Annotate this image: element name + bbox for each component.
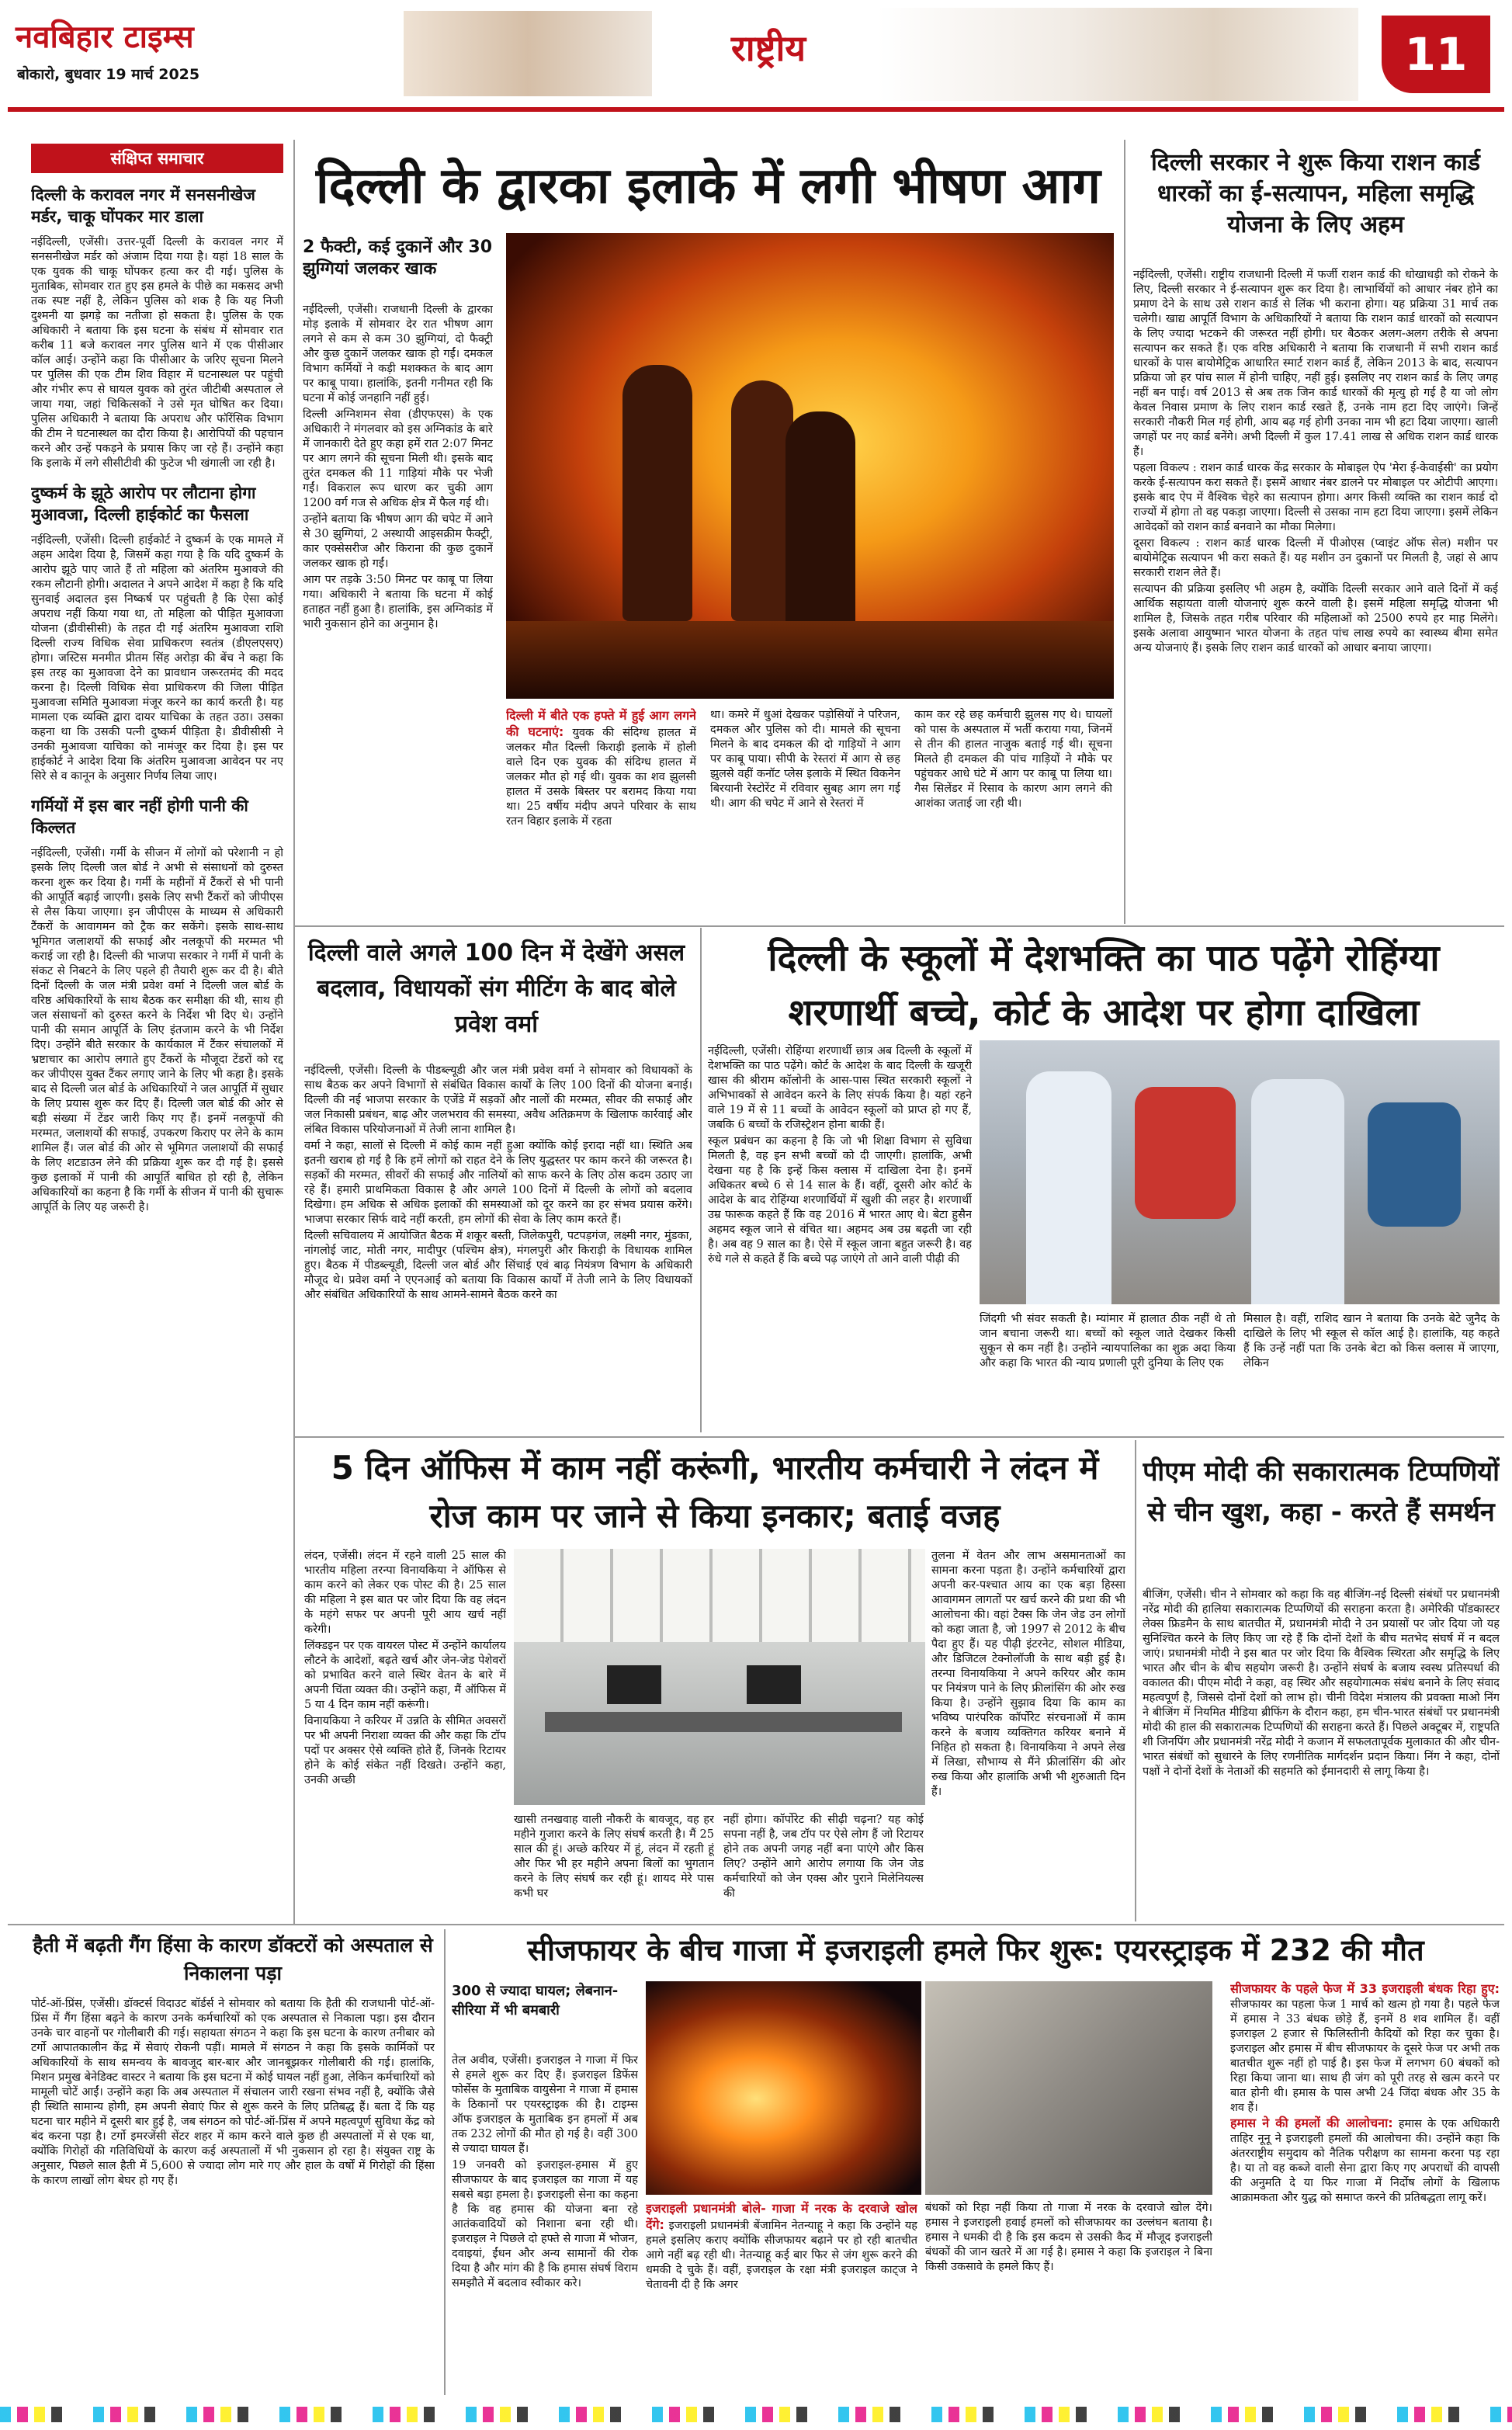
divider [1124,140,1125,924]
rohingya-headline: दिल्ली के स्कूलों में देशभक्ति का पाठ पढ़ेंगे रोहिंग्या शरणार्थी बच्चे, कोर्ट के आदेश पर होगा दाखिला [768,937,1440,1034]
fire-col3: था। कमरे में धुआं देखकर पड़ोसियों ने परिजन, दमकल और पुलिस को दी। मामले की सूचना मिलने के बाद दमकल की दो गाड़ियों ने आग पर काबू पाया। सीपी के रेस्तरां में आग से छह झुलसे वहीं कनॉट प्लेस इलाके में स्थित विकनेन बिरयानी रेस्टोरेंट में रविवार सुबह आग लग गई थी। आग की चपेट में आने से रेस्तरां में [710,709,900,810]
fire-caption [506,708,696,910]
firefighter-silhouette [622,365,692,621]
paragraph: तेल अवीव, एजेंसी। इजराइल ने गाजा में फिर से हमले शुरू कर दिए हैं। इजराइल डिफेंस फोर्सेस के मुताबिक वायुसेना ने गाजा में हमास के ठिकानों पर एयरस्ट्राइक की है। टाइम्स ऑफ इजराइल के मुताबिक इन हमलों में अब तक 232 लोगों की मौत हो गई है। वहीं 300 से ज्यादा घायल हैं। [452,2054,638,2155]
fire-photo [506,233,1114,699]
schoolbag [1368,1102,1461,1227]
brief-column [31,144,283,1914]
gaza-caption [646,2201,917,2395]
london-col1 [304,1549,506,1914]
paragraph: नईदिल्ली, एजेंसी। राष्ट्रीय राजधानी दिल्ली में फर्जी राशन कार्ड की धोखाधड़ी को रोकने के लिए, दिल्ली सरकार ने ई-सत्यापन शुरू कर दिया है। लाभार्थियों को आधार नंबर होने का प्रमाण देने के साथ उसे राशन कार्ड से लिंक भी कराना होगा। यह प्रक्रिया 31 मार्च तक चलेगी। खाद्य आपूर्ति विभाग के अधिकारियों ने बताया कि राशन कार्ड धारकों को सत्यापन के लिए ज्यादा भटकने की जरूरत नहीं होगी। घर बैठकर अलग-अलग तरीके से अपना सत्यापन कर सकते हैं। एक वरिष्ठ अधिकारी ने बताया कि राजधानी में सभी राशन कार्ड धारकों के पास बायोमेट्रिक आधारित स्मार्ट राशन कार्ड हैं, लेकिन 2013 के बाद, सत्यापन प्रक्रिया जो हर पांच साल में होनी चाहिए, नहीं हुई। इसलिए नए राशन कार्ड के लिए जगह नहीं बन पाई। वर्ष 2013 से अब तक जिन कार्ड धारकों की मृत्यु हो गई है या जो लोग केवल निवास प्रमाण के लिए राशन कार्ड रखते हैं, उनके नाम हटा दिए जाएंगे। जिन्हें सरकारी नौकरी मिल गई होगी, आय बढ़ गई होगी उनका नाम भी हटा दिया जाएगा। खाली जगहों पर नए कार्ड बनेंगे। अभी दिल्ली में कुल 17.41 लाख से अधिक राशन कार्ड धारक हैं। [1133,269,1498,458]
paragraph: बीजिंग, एजेंसी। चीन ने सोमवार को कहा कि वह बीजिंग-नई दिल्ली संबंधों पर प्रधानमंत्री नरेंद्र मोदी की हालिया सकारात्मक टिप्पणियों की सराहना करता है। अमेरिकी पॉडकास्टर लेक्स फ्रिडमैन के साथ बातचीत में, प्रधानमंत्री मोदी ने उन प्रयासों पर जोर दिया जो यह सुनिश्चित करने के लिए किए जा रहे हैं कि दोनों देशों के बीच मतभेद संघर्ष में न बदल जाएं। प्रधानमंत्री मोदी ने इस बात पर जोर दिया कि वैश्विक स्थिरता और समृद्धि के लिए भारत और चीन के बीच सहयोग जरूरी है। उन्होंने संघर्ष के बजाय स्वस्थ प्रतिस्पर्धा की वकालत की। पीएम मोदी ने कहा, वह स्थिर और सहयोगात्मक संबंध बनाने के लिए संवाद महत्वपूर्ण है, जिससे दोनों देशों को लाभ हो। चीनी विदेश मंत्रालय की प्रवक्ता माओ निंग ने बीजिंग में नियमित मीडिया ब्रीफिंग के दौरान कहा, हम चीन-भारत संबंधों पर प्रधानमंत्री मोदी की हाल की सकारात्मक टिप्पणियों की सराहना करते हैं। पिछले अक्टूबर में, राष्ट्रपति शी जिनपिंग और प्रधानमंत्री नरेंद्र मोदी ने कजान में सफलतापूर्वक मुलाकात की और चीन-भारत संबंधों को सुधारने के लिए रणनीतिक मार्गदर्शन प्रदान किया। निंग ने कहा, दोनों पक्षों ने दोनों देशों के नेताओं की सहमति को ईमानदारी से लागू किया है। [1143,1588,1500,1778]
monitor [607,1665,661,1704]
china-body [1143,1588,1500,1914]
gaza-side-title: सीजफायर के पहले फेज में 33 इजराइली बंधक रिहा हुए: [1230,1981,1500,1996]
paragraph: सत्यापन की प्रक्रिया इसलिए भी अहम है, क्योंकि दिल्ली सरकार आने वाले दिनों में कई आर्थिक सहायता वाली योजनाएं शुरू करने वाली है। इसमें महिला समृद्धि योजना भी शामिल है, जिसके तहत गरीब परिवार की महिलाओं को 2500 रुपये हर माह मिलेंगे। इसके अलावा आयुष्मान भारत योजना के तहत पांच लाख रुपये का स्वास्थ्य बीमा समेत अन्य योजनाएं हैं। इसके लिए राशन कार्ड धारकों को आधार बनाया जाएगा। [1133,583,1498,654]
gaza-photo-women [1217,1981,1226,2195]
masthead-rule [8,107,1504,112]
paragraph: वर्मा ने कहा, सालों से दिल्ली में कोई काम नहीं हुआ क्योंकि कोई इरादा नहीं था। स्थिति अब इतनी खराब हो गई है कि हमें लोगों को राहत देने के लिए युद्धस्तर पर काम करने की जरूरत है। सड़कों की मरम्मत, सीवरों की सफाई और नालियों को साफ करने के लिए ठोस कदम उठाए जा रहे हैं। हमारी प्राथमिकता विकास है और अगले 100 दिनों में दिल्ली के लोगों को बदलाव दिखेगा। हम अधिक से अधिक इलाकों की समस्याओं को दूर करने का हर संभव प्रयास करेंगे। भाजपा सरकार सिर्फ वादे नहीं करती, हम लोगों की सेवा के लिए काम करते हैं। [304,1140,692,1226]
rohingya-col1 [708,1044,972,1428]
fire-subheadline: 2 फैक्टी, कई दुकानें और 30 झुग्गियां जलकर खाक [303,238,493,279]
paragraph: नईदिल्ली, एजेंसी। गर्मी के सीजन में लोगों को परेशानी न हो इसके लिए दिल्ली जल बोर्ड ने अभी से संसाधनों को दुरुस्त करना शुरू कर दिया है। गर्मी के महीनों में टैंकरों से भी पानी की आपूर्ति बढ़ाई जाएगी। इसके लिए सभी टैंकरों को जीपीएस से लैस किया जाएगा। इन जीपीएस के माध्यम से अधिकारी टैंकरों के आवागमन को ट्रैक कर सकेंगे। इसके साथ-साथ भूमिगत जलाशयों की सफाई और नलकूपों की मरम्मत भी कराई जा रही है। दिल्ली की भाजपा सरकार ने गर्मी में पानी के संकट से निबटने के लिए पहले ही तैयारी शुरू कर दी है। बीते दिनों दिल्ली के जल मंत्री प्रवेश वर्मा ने दिल्ली जल बोर्ड के वरिष्ठ अधिकारियों के साथ बैठक कर समीक्षा की थी, साथ ही जल संसाधनों को दुरुस्त करने के निर्देश भी दिए थे। उन्होंने पानी की समान आपूर्ति के लिए इंतजाम करने के भी निर्देश दिए। उन्होंने बीते सरकार के कार्यकाल में टैंकर संचालकों में भ्रष्टाचार का आरोप लगाते हुए टैंकरों के मौजूदा टेंडरों को रद्द कर जीपीएस युक्त टैंकर लगाए जाने के लिए भी कहा है। इसके बाद से दिल्ली जल बोर्ड के अधिकारियों ने जल आपूर्ति में सुधार के लिए प्रयास शुरू कर दिए हैं। दिल्ली जल बोर्ड की ओर से बड़ी संख्या में टेंडर जारी किए गए हैं। इनमें नलकूपों की मरम्मत, जलाशयों की सफाई, उपकरण किराए पर लेने के काम शामिल हैं। जल बोर्ड की ओर से भूमिगत जलाशयों की सफाई के लिए शटडाउन लेने की प्रक्रिया शुरू कर दी गई है। इससे कुछ इलाकों में पानी की आपूर्ति बाधित हो रही है, लेकिन अधिकारियों का कहना है कि गर्मी के सीजन में पानी की सुचारू आपूर्ति के लिए यह जरूरी है। [31,847,283,1213]
verma-body [304,1064,692,1428]
color-registration-bar [0,2407,1512,2422]
gaza-col1 [452,2053,638,2395]
office-desk [545,1712,902,1732]
brief1-title: दिल्ली के करावल नगर में सनसनीखेज मर्डर, चाकू घोंपकर मार डाला [31,186,256,226]
paper-name: नवबिहार टाइम्स [16,19,194,55]
brief1-body [31,235,283,471]
divider [8,1924,1504,1925]
verma-headline: दिल्ली वाले अगले 100 दिन में देखेंगे असल बदलाव, विधायकों संग मीटिंग के बाद बोले प्रवेश वर्मा [307,939,685,1038]
divider [700,928,702,1432]
student-figure [1026,1071,1111,1304]
fire-caption-body: युवक की संदिग्ध हालत में जलकर मौत दिल्ली किराड़ी इलाके में होली वाले दिन एक युवक की संदिग्ध हालत में जलकर मौत हो गई थी। युवक का शव झुलसी हालत में उसके बिस्तर पर बरामद किया गया था। 25 वर्षीय मंदीप अपने परिवार के साथ रतन विहार इलाके में रहता [506,727,696,828]
gaza-side-title2: हमास ने की हमलों की आलोचना: [1230,2116,1393,2130]
paragraph: लंदन, एजेंसी। लंदन में रहने वाली 25 साल की भारतीय महिला तरन्पा विनायकिया ने ऑफिस से काम करने को लेकर एक पोस्ट की है। 25 साल की महिला ने इस बात पर जोर दिया कि वह लंदन के महंगे सफर पर अपनी पूरी आय खर्च नहीं करेगी। [304,1550,506,1636]
paragraph: नईदिल्ली, एजेंसी। दिल्ली के पीडब्ल्यूडी और जल मंत्री प्रवेश वर्मा ने सोमवार को विधायकों के साथ बैठक कर अपने विभागों से संबंधित विकास कार्यों के लिए 100 दिनों की योजना बनाई। दिल्ली की नई भाजपा सरकार के एजेंडे में सड़कों और नालों की मरम्मत, सीवर की सफाई और जल निकासी प्रबंधन, बाढ़ और जलभराव की समस्या, अवैध अतिक्रमण के खिलाफ कार्रवाई और लंबित विकास परियोजनाओं में तेजी लाना शामिल है। [304,1064,692,1136]
paragraph: आग पर तड़के 3:50 मिनट पर काबू पा लिया गया। अधिकारी ने बताया कि घटना में कोई हताहत नहीं हुआ है। हालांकि, इस अग्निकांड में भारी नुकसान होने का अनुमान है। [303,574,493,630]
masthead [0,0,1512,116]
paragraph: नईदिल्ली, एजेंसी। राजधानी दिल्ली के द्वारका मोड़ इलाके में सोमवार देर रात भीषण आग लगने से कम से कम 30 झुग्गियां, दो फैक्ट्री और कुछ दुकानें जलकर खाक हो गईं। दमकल विभाग कर्मियों ने कड़ी मशक्कत के बाद आग पर काबू पाया। हालांकि, इतनी गनीमत रही कि घटना में कोई जनहानि नहीं हुई। [303,304,493,404]
divider [295,925,1504,927]
firefighter-silhouette [785,411,855,644]
brief3-body [31,846,283,1215]
office-window [514,1549,925,1642]
fire-caption-title: दिल्ली में बीते एक हफ्ते में हुई आग लगने की घटनाएं: [506,708,696,739]
gaza-side-body2: हमास के एक अधिकारी ताहिर नूनू ने इजराइली हमलों की आलोचना की। उन्होंने कहा कि अंतरराष्ट्रीय समुदाय को नैतिक परीक्षण का सामना करना पड़ रहा है। या तो वह कब्जे वाली सेना द्वारा किए गए अपराधों की वापसी की अनुमति दे या फिर गाजा में निर्दोष लोगों के खिलाफ आक्रामकता और युद्ध को समाप्त करने की प्रतिबद्धता लागू करें। [1230,2118,1500,2204]
fire-col4: काम कर रहे छह कर्मचारी झुलस गए थे। घायलों को पास के अस्पताल में भर्ती कराया गया, जिनमें से तीन की हालत नाजुक बताई गई थी। सूचना मिलते ही दमकल की पांच गाड़ियों ने मौके पर पहुंचकर आधे घंटे में आग पर काबू पा लिया था। गैस सिलेंडर में रिसाव के कारण आग लगने की आशंका जताई जा रही थी। [914,709,1112,810]
gaza-headline: सीजफायर के बीच गाजा में इजराइली हमले फिर शुरू: एयरस्ट्राइक में 232 की मौत [527,1933,1424,1967]
china-headline: पीएम मोदी की सकारात्मक टिप्पणियों से चीन खुश, कहा - करते हैं समर्थन [1143,1456,1500,1528]
haiti-headline: हैती में बढ़ती गैंग हिंसा के कारण डॉक्टरों को अस्पताल से निकालना पड़ा [33,1934,433,1984]
london-col4: तुलना में वेतन और लाभ असमानताओं का सामना करना पड़ता है। उन्होंने कर्मचारियों द्वारा अपनी कर-पश्चात आय का एक बड़ा हिस्सा आवागमन लागतों पर खर्च करने की प्रथा की भी आलोचना की। वहां टैक्स कि जेन जेड उन लोगों को कहा जाता है, जो 1997 से 2012 के बीच पैदा हुए हैं। यह पीढ़ी इंटरनेट, सोशल मीडिया, और डिजिटल टेक्नोलॉजी के साथ बड़ी हुई है। तरन्पा विनायकिया ने अपने करियर और काम पर नियंत्रण पाने के लिए फ्रीलांसिंग की ओर रुख किया है। उन्होंने सुझाव दिया कि काम का भविष्य पारंपरिक कॉर्पोरेट संरचनाओं में काम करने के बजाय व्यक्तिगत करियर बनाने में निहित हो सकता है। विनायकिया ने अपने लेख में लिखा, सौभाग्य से मैंने फ्रीलांसिंग की ओर रुख किया और हालांकि अभी भी शुरुआती दिन हैं। [931,1550,1125,1798]
gaza-caption-body: इजराइली प्रधानमंत्री बेंजामिन नेतन्याहू ने कहा कि उन्होंने यह हमले इसलिए कराए क्योंकि सीजफायर बढ़ाने पर हो रही बातचीत आगे नहीं बढ़ रही थी। नेतन्याहू कई बार फिर से जंग शुरू करने की धमकी दे चुके हैं। वहीं, इजराइल के रक्षा मंत्री इजराइल काट्ज ने चेतावनी दी है कि अगर [646,2220,917,2291]
ration-headline: दिल्ली सरकार ने शुरू किया राशन कार्ड धारकों का ई-सत्यापन, महिला समृद्धि योजना के लिए अहम [1151,149,1480,238]
paragraph: उन्होंने बताया कि भीषण आग की चपेट में आने से 30 झुग्गियां, 2 अस्थायी आइसक्रीम फैक्ट्री, कार एक्सेसरीज और किराना की कुछ दुकानें जलकर खाक हो गईं। [303,513,493,570]
paragraph: नईदिल्ली, एजेंसी। रोहिंग्या शरणार्थी छात्र अब दिल्ली के स्कूलों में देशभक्ति का पाठ पढ़ेंगे। कोर्ट के आदेश के बाद दिल्ली के खजूरी खास की श्रीराम कॉलोनी के आस-पास स्थित सरकारी स्कूलों ने अभिभावकों से आवेदन करने के लिए संपर्क किया है। यहां रहने वाले 19 में से 11 बच्चों के आवेदन स्कूलों को प्राप्त हो गए हैं, जबकि 6 बच्चों के रजिस्ट्रेशन होना बाकी हैं। [708,1045,972,1131]
brief2-title: दुष्कर्म के झूठे आरोप पर लौटाना होगा मुआवजा, दिल्ली हाईकोर्ट का फैसला [31,484,256,524]
gaza-side-body: सीजफायर का पहला फेज 1 मार्च को खत्म हो गया है। पहले फेज में हमास ने 33 बंधक छोड़े हैं, इनमें 8 शव शामिल हैं। वहीं इजराइल 2 हजार से फिलिस्तीनी कैदियों को रिहा कर चुका है। इजराइल और हमास में बीच सीजफायर के दूसरे फेज पर अभी तक बातचीत शुरू नहीं हो पाई है। इस फेज में लगभग 60 बंधकों को रिहा किया जाना था। साथ ही जंग को पूरी तरह से खत्म करने पर बात होनी थी। हमास के पास अभी 24 जिंदा बंधक और 35 के शव हैं। [1230,1998,1500,2114]
gaza-caption-title: इजराइली प्रधानमंत्री बोले- गाजा में नरक के दरवाजे खोल देंगे: [646,2201,917,2232]
brief-label-text: संक्षिप्त समाचार [110,149,204,168]
section-title: राष्ट्रीय [730,27,806,69]
divider [444,1929,446,2395]
paragraph: दिल्ली अग्निशमन सेवा (डीएफएस) के एक अधिकारी ने मंगलवार को इस अग्निकांड के बारे में जानकारी देते हुए कहा हमें रात 2:07 मिनट पर आग लगने की सूचना मिली थी। इसके बाद तुरंत दमकल की 11 गाड़ियां मौके पर भेजी गईं। विकराल रूप धारण कर चुकी आग 1200 वर्ग गज से अधिक क्षेत्र में फैल गई थी। [303,408,493,509]
paragraph: नईदिल्ली, एजेंसी। उत्तर-पूर्वी दिल्ली के करावल नगर में सनसनीखेज मर्डर को अंजाम दिया गया है। यहां 18 साल के एक युवक की चाकू घोंपकर हत्या कर दी गई। पुलिस के मुताबिक, सोमवार रात हुए इस हमले के पीछे का मकसद अभी तक स्पष्ट नहीं है, लेकिन पुलिस को शक है कि यह निजी दुश्मनी या झगड़े का नतीजा हो सकता है। पुलिस के एक अधिकारी ने बताया कि इस घटना के संबंध में सोमवार रात करीब 11 बजे करावल नगर पुलिस थाने में एक पीसीआर कॉल आई। उन्होंने कहा कि पीसीआर के जरिए सूचना मिलने पर पुलिस की एक टीम शिव विहार में घटनास्थल पर पहुंची और गंभीर रूप से घायल युवक को तुरंत जीटीबी अस्पताल ले जाया गया, जहां चिकित्सकों ने उसे मृत घोषित कर दिया। पुलिस अधिकारी ने बताया कि अपराध और फॉरेंसिक विभाग की टीम ने घटनास्थल का दौरा किया है। आरोपियों की पहचान करने और उन्हें पकड़ने के प्रयास किए जा रहे हैं। उन्होंने कहा कि इलाके में लगे सीसीटीवी की फुटेज भी खंगाली जा रही है। [31,236,283,470]
ration-body [1133,268,1498,920]
haiti-body [31,1997,435,2397]
london-headline: 5 दिन ऑफिस में काम नहीं करूंगी, भारतीय कर्मचारी ने लंदन में रोज काम पर जाने से किया इनकार; बताई वजह [331,1449,1099,1535]
page-number: 11 [1382,16,1490,93]
rohingya-col3: मिसाल है। वहीं, राशिद खान ने बताया कि उनके बेटे जुनैद के दाखिले के लिए भी स्कूल से कॉल आई है। हालांकि, यह कहते हैं कि उन्हें नहीं पता कि उनके बेटा को किस क्लास में जाएगा, लेकिन [1243,1313,1500,1369]
paragraph: 19 जनवरी को इजराइल-हमास में हुए सीजफायर के बाद इजराइल का गाजा में यह सबसे बड़ा हमला है। इजराइली सेना का कहना है कि वह हमास की योजना बना रहे आतंकवादियों को निशाना बना रही थी। इजराइल ने पिछले दो हफ्ते से गाजा में भोजन, दवाइयां, ईंधन और अन्य सामानों की रोक दिया है और मांग की है कि हमास संघर्ष विराम समझौते में बदलाव स्वीकार करे। [452,2159,638,2289]
paragraph: लिंक्डइन पर एक वायरल पोस्ट में उन्होंने कार्यालय लौटने के आदेशों, बढ़ते खर्च और जेन-जेड पेशेवरों को प्रभावित करने वाले स्थिर वेतन के बारे में अपनी चिंता व्यक्त की। उन्होंने कहा, मैं ऑफिस में 5 या 4 दिन काम नहीं करूंगी। [304,1640,506,1711]
ground-water [506,621,1114,699]
gaza-photo-hospital [925,1981,1212,2195]
masthead-statue [877,8,1358,101]
london-col2: खासी तनखवाह वाली नौकरी के बावजूद, वह हर महीने गुजारा करने के लिए संघर्ष करती है। मैं 25 साल की हूं। अच्छे करियर में हूं, लंदन में रहती हूं और फिर भी हर महीने अपना बिलों का भुगतान करने के लिए संघर्ष कर रही हूं। शायद मेरे पास कभी घर [514,1814,714,1900]
firefighter-silhouette [731,380,793,621]
paragraph: स्कूल प्रबंधन का कहना है कि जो भी शिक्षा विभाग से सुविधा मिलती है, वह इन सभी बच्चों को दी जाएगी। हालांकि, अभी देखना यह है कि इन्हें किस क्लास में दाखिला देना है। इनमें अधिकतर बच्चे 6 से 14 साल के हैं। वहीं, दूसरी ओर कोर्ट के आदेश के बाद रोहिंग्या शरणार्थियों में खुशी की लहर है। शरणार्थी उम्र फारूक कहते हैं कि वह 2016 में भारत आए थे। बेटा हुसैन अहमद स्कूल जाने से वंचित था। अहमद अब उम्र बढ़ती जा रही है। अब वह 9 साल का है। ऐसे में स्कूल जाना बहुत जरूरी है। वह रुंधे गले से कहते हैं कि बच्चे पढ़ जाएंगे तो आने वाली पीढ़ी की [708,1135,972,1265]
gaza-subheadline: 300 से ज्यादा घायल; लेबनान-सीरिया में भी बमबारी [452,1983,619,2019]
divider [295,1436,1504,1438]
gaza-col3: बंधकों को रिहा नहीं किया तो गाजा में नरक के दरवाजे खोल देंगे। हमास ने इजराइली हवाई हमलों को सीजफायर का उल्लंघन बताया है। हमास ने धमकी दी है कि इस कदम से उसकी कैद में मौजूद इजराइली बंधकों की जान खतरे में आ गई है। हमास ने कहा कि इजराइल ने बिना किसी उकसावे के हमले किए हैं। [925,2202,1212,2273]
london-col3: नहीं होगा। कॉर्पोरेट की सीढ़ी चढ़ना? यह कोई सपना नहीं है, जब टॉप पर ऐसे लोग हैं जो रिटायर होने तक अपनी जगह नहीं बना पाएंगे और किस लिए? उन्होंने आगे आरोप लगाया कि जेन जेड कर्मचारियों को जेन एक्स और पुराने मिलेनियल्स की [723,1814,924,1900]
monitor [747,1665,801,1704]
gaza-side [1230,1981,1500,2397]
fire-col1 [303,303,493,738]
masthead-collage [404,11,652,96]
gaza-photo-fire [646,1981,921,2195]
rohingya-photo [980,1040,1500,1304]
paragraph: विनायकिया ने करियर में उन्नति के सीमित अवसरों पर भी अपनी निराशा व्यक्त की और कहा कि टॉप पदों पर अक्सर ऐसे व्यक्ति होते हैं, जिनके रिटायर होने के कोई संकेत नहीं दिखते। उन्होंने कहा, उनकी अच्छी [304,1715,506,1786]
paragraph: दूसरा विकल्प : राशन कार्ड धारक दिल्ली में पीओएस (प्वाइंट ऑफ सेल) मशीन पर बायोमेट्रिक सत्यापन भी करा सकते हैं। यह मशीन उन दुकानों पर मिलती है, जहां से आप सरकारी राशन लेते हैं। [1133,537,1498,579]
dateline: बोकारो, बुधवार 19 मार्च 2025 [17,66,200,83]
brief3-title: गर्मियों में इस बार नहीं होगी पानी की किल्लत [31,797,248,837]
paragraph: पोर्ट-ऑ-प्रिंस, एजेंसी। डॉक्टर्स विदाउट बॉर्डर्स ने सोमवार को बताया कि हैती की राजधानी पोर्ट-ऑ-प्रिंस में गैंग हिंसा बढ़ने के कारण उनके कर्मचारियों को एक अस्पताल से निकाला पड़ा। इस दौरान उनके चार वाहनों पर गोलीबारी की गई। सहायता संगठन ने कहा कि इस घटना के कारण तनीबार को टर्गो आपातकालीन केंद्र में सेवाएं रोकनी पड़ीं। मामले में संगठन ने कहा कि इसके कार्मिकों पर अधिकारियों के साथ समन्वय के बावजूद बार-बार और जानबूझकर गोलीबारी की गई। हालांकि, मिशन प्रमुख बेनेडिक्ट वास्टर ने बताया कि इस घटना में कोई घायल नहीं हुआ, लेकिन कर्मचारियों को मामूली चोटें आईं। उन्होंने कहा कि अब अस्पताल में संचालन जारी रखना संभव नहीं है, क्योंकि जैसे ही स्थिति सामान्य होगी, हम अपनी सेवाएं फिर से शुरू करने के लिए प्रतिबद्ध हैं। बता दें कि यह घटना चार महीने में दूसरी बार हुई है, जब संगठन को पोर्ट-ऑ-प्रिंस में अपने महत्वपूर्ण सुविधा केंद्र को बंद करना पड़ा है। टर्गो इमरजेंसी सेंटर शहर में काम करने वाले कुछ ही अस्पतालों में से एक था, क्योंकि गिरोहों की गतिविधियों के कारण कई अस्पतालों में भी नुकसान हो रहा है। संयुक्त राष्ट्र के अनुसार, पिछले साल हैती में 5,600 से ज्यादा लोग मारे गए और हाल के वर्षों में गिरोहों की हिंसा के कारण लाखों लोग बेघर हो गए हैं। [31,1998,435,2187]
divider [293,140,295,1925]
paragraph: दिल्ली सचिवालय में आयोजित बैठक में शकूर बस्ती, जिलेकपुरी, पटपड़गंज, लक्ष्मी नगर, मुंडका, नांगलोई जाट, मोती नगर, मादीपुर (पश्चिम क्षेत्र), मंगलपुरी और किराड़ी के विधायक शामिल हुए। बैठक में पीडब्ल्यूडी, दिल्ली जल बोर्ड और सिंचाई एवं बाढ़ नियंत्रण विभाग के अधिकारी मौजूद थे। प्रवेश वर्मा ने एएनआई को बताया कि विकास कार्यों में तेजी लाने के लिए विधायकों और संबंधित अधिकारियों के साथ आमने-सामने बैठक करने का [304,1230,692,1301]
office-photo [514,1549,925,1805]
divider [1135,1440,1136,1921]
schoolbag [1135,1087,1236,1219]
brief2-body [31,533,283,784]
student-figure [1251,1079,1344,1304]
fire-headline: दिल्ली के द्वारका इलाके में लगी भीषण आग [316,158,1101,215]
rohingya-col2: जिंदगी भी संवर सकती है। म्यांमार में हालात ठीक नहीं थे तो जान बचाना जरूरी था। बच्चों को स्कूल जाते देखकर किसी सुकून से कम नहीं है। उन्होंने न्यायपालिका का शुक्र अदा किया और कहा कि भारत की न्याय प्रणाली पूरी दुनिया के लिए एक [980,1313,1236,1369]
paragraph: नईदिल्ली, एजेंसी। दिल्ली हाईकोर्ट ने दुष्कर्म के एक मामले में अहम आदेश दिया है, जिसमें कहा गया है कि यदि दुष्कर्म के आरोप झूठे पाए जाते हैं तो महिला को अंतरिम मुआवजे की रकम लौटानी होगी। अदालत ने अपने आदेश में कहा है कि यदि सुनवाई अदालत इस निष्कर्ष पर पहुंचती है कि ऐसा कोई अपराध नहीं किया गया था, तो महिला को पीड़ित मुआवजा योजना (डीवीसीसी) के तहत दी गई अंतरिम मुआवजा राशि दिल्ली राज्य विधिक सेवा प्राधिकरण स्वतंत्र (डीएलएसए) होगा। जस्टिस मनमीत प्रीतम सिंह अरोड़ा की बेंच ने कहा कि इस तरह का मुआवजा देने का प्रावधान जरूरतमंद की मदद करना है। दिल्ली विधिक सेवा प्राधिकरण की जिला पीड़ित मुआवजा समिति मुआवजा मंजूर करने का कार्य करती है। यह मामला एक व्यक्ति द्वारा दायर याचिका के तहत उठा। उसका कहना था कि उसकी पत्नी दुष्कर्म पीड़िता है। डीवीसीसी ने उनकी मुआवजा याचिका को नामंजूर कर दिया है। इस पर हाईकोर्ट ने आदेश दिया कि अंतरिम मुआवजा आवेदन पर नए सिरे से व कानून के अनुसार निर्णय लिया जाए। [31,534,283,783]
paragraph: पहला विकल्प : राशन कार्ड धारक केंद्र सरकार के मोबाइल ऐप 'मेरा ई-केवाईसी' का प्रयोग करके ई-सत्यापन करा सकते हैं। इसमें आधार नंबर डालने पर मोबाइल पर ओटीपी आएगा। इसके बाद ऐप में वैश्विक चेहरे का सत्यापन होगा। अगर किसी व्यक्ति का राशन कार्ड दो राज्यों में होगा तो वह पकड़ा जाएगा। दिल्ली से उसका नाम हटा दिया जाएगा। इसमें लेकिन आवेदकों को राशन कार्ड बनवाने का मौका मिलेगा। [1133,462,1498,533]
brief-label [31,144,283,173]
